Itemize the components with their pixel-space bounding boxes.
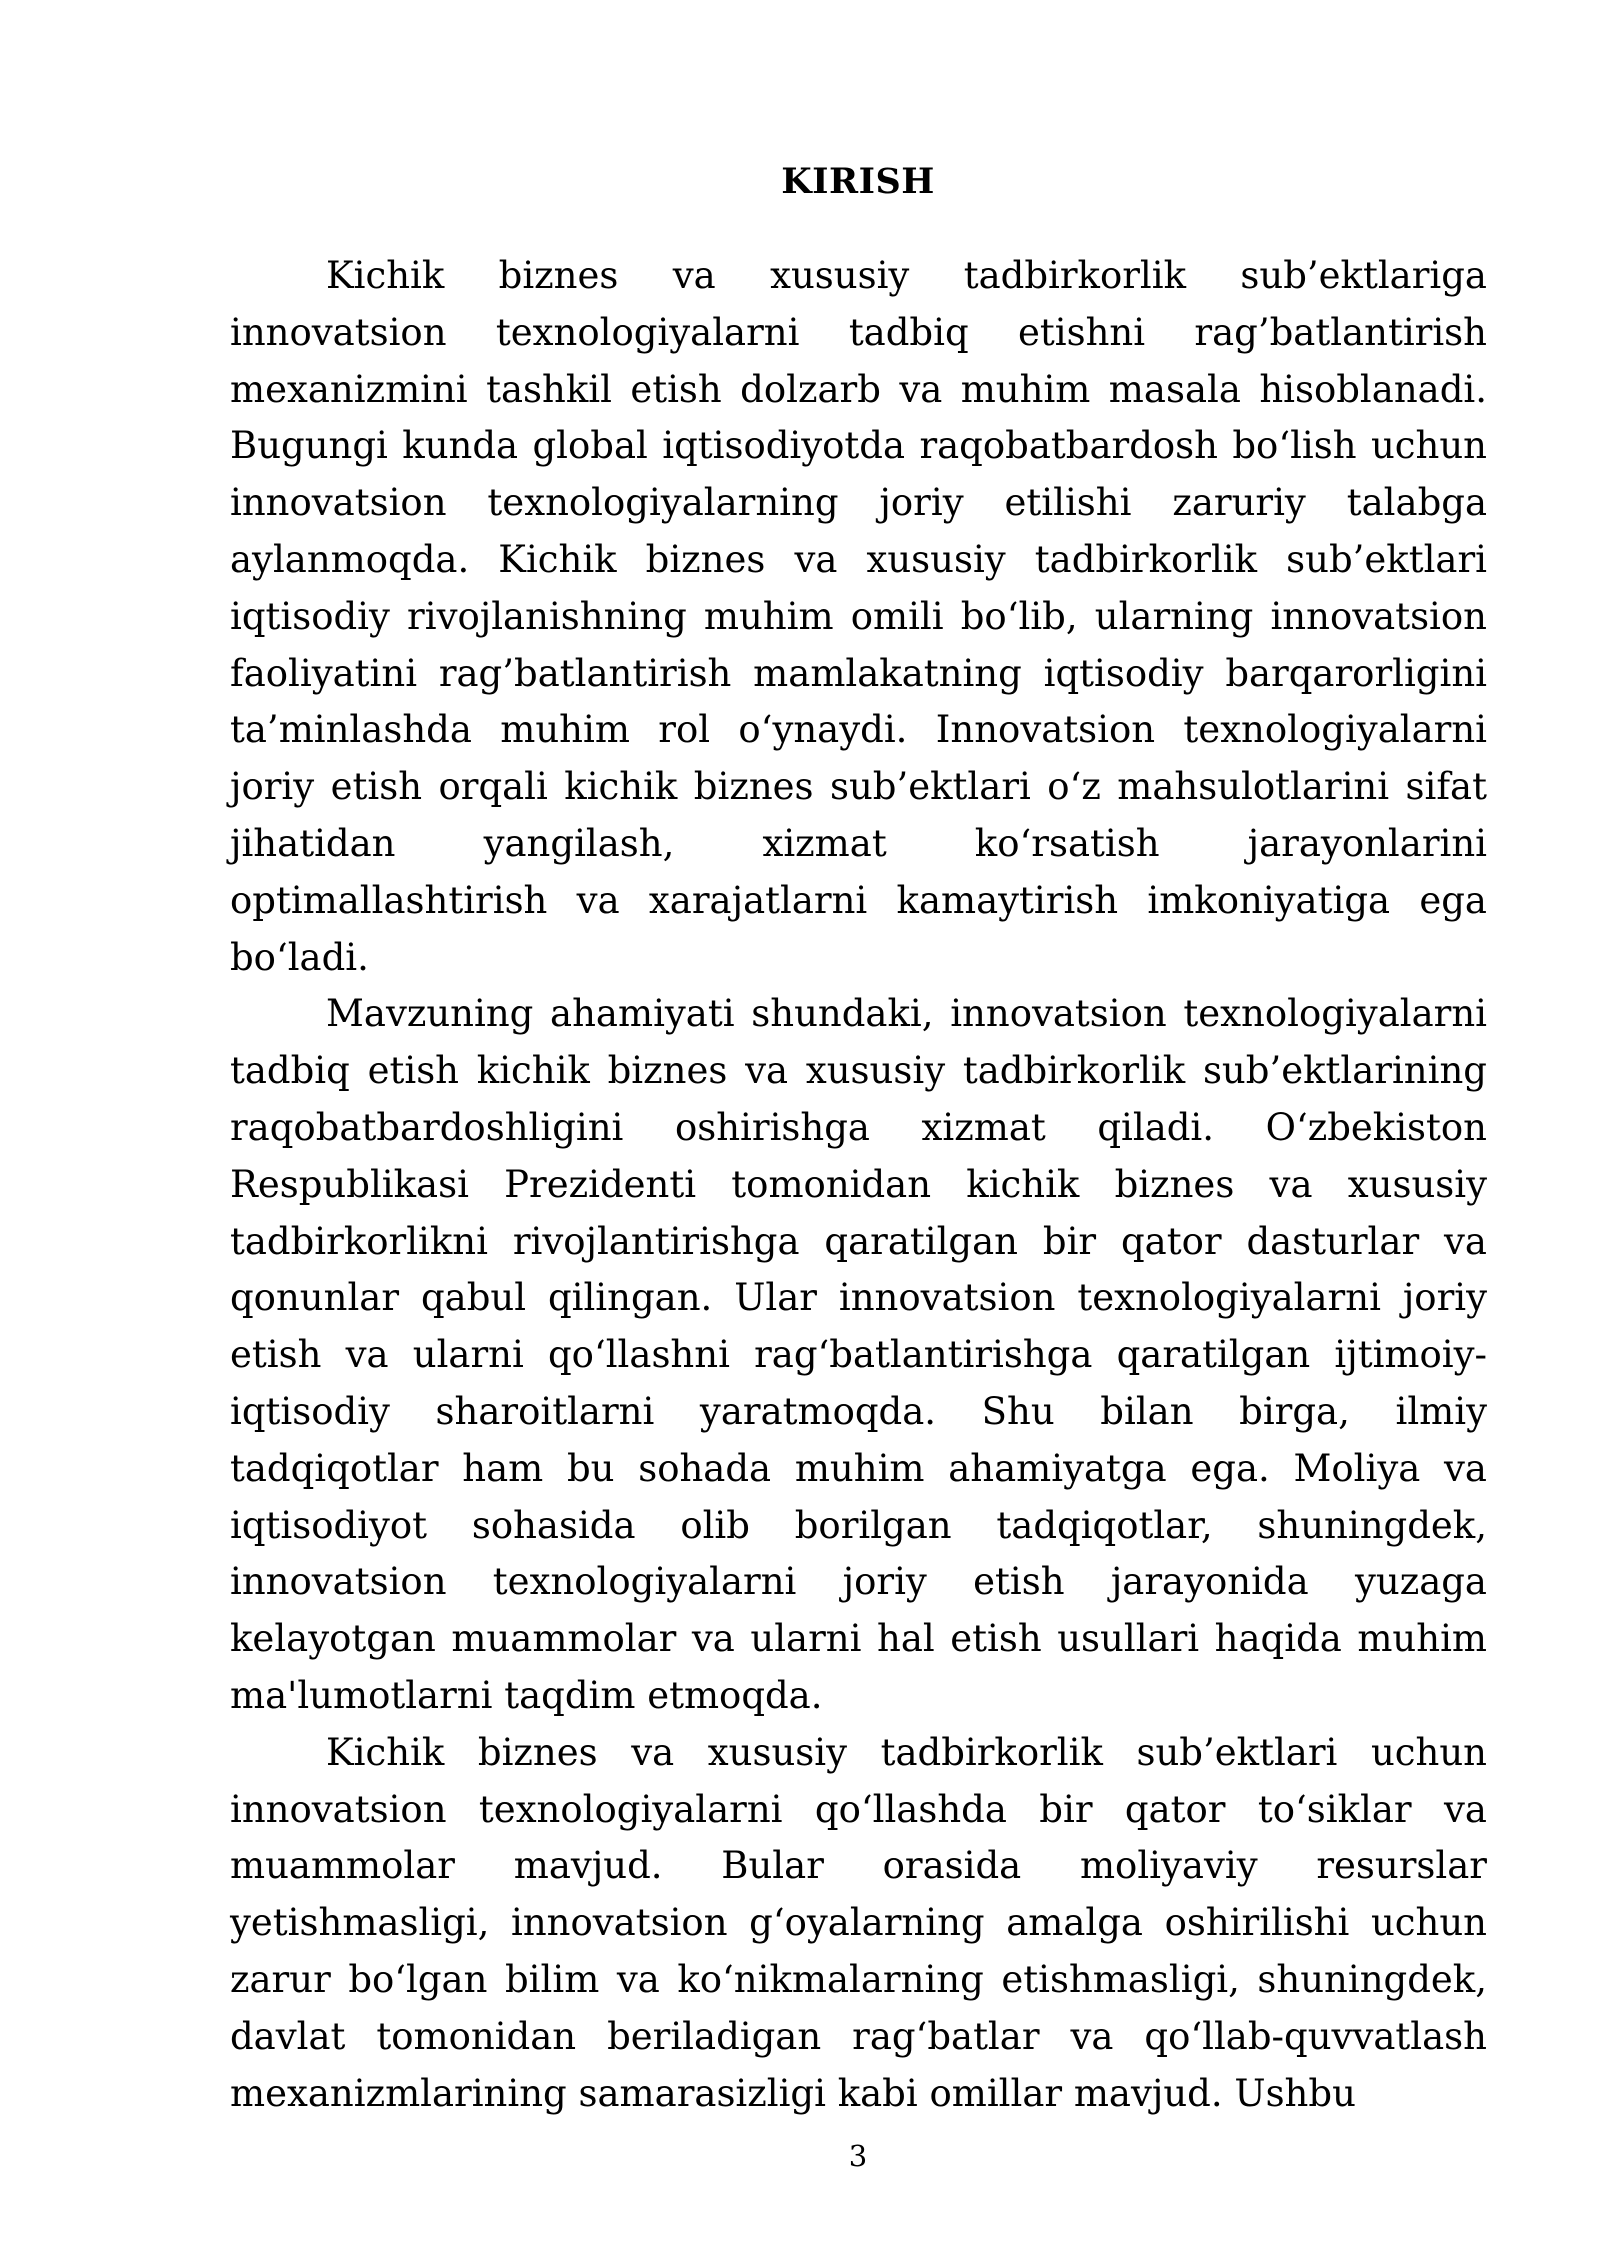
body-text (230, 248, 1487, 2122)
paragraph: Kichik biznes va xususiy tadbirkorlik sub’ektlariga innovatsion texnologiyalarni tadbiq etishni rag’batlantirish mexanizmini tashkil etish dolzarb va muhim masala hisoblanadi. Bugungi kunda global iqtisodiyotda raqobatbardosh bo‘lish uchun innovatsion texnologiyalarning joriy etilishi zaruriy talabga aylanmoqda. Kichik biznes va xususiy tadbirkorlik sub’ektlari iqtisodiy rivojlanishning muhim omili bo‘lib, ularning innovatsion faoliyatini rag’batlantirish mamlakatning iqtisodiy barqarorligini ta’minlashda muhim rol o‘ynaydi. Innovatsion texnologiyalarni joriy etish orqali kichik biznes sub’ektlari o‘z mahsulotlarini sifat jihatidan yangilash, xizmat ko‘rsatish jarayonlarini optimallashtirish va xarajatlarni kamaytirish imkoniyatiga ega bo‘ladi. (230, 254, 1487, 979)
paragraph: Mavzuning ahamiyati shundaki, innovatsion texnologiyalarni tadbiq etish kichik biznes va xususiy tadbirkorlik sub’ektlarining raqobatbardoshligini oshirishga xizmat qiladi. O‘zbekiston Respublikasi Prezidenti tomonidan kichik biznes va xususiy tadbirkorlikni rivojlantirishga qaratilgan bir qator dasturlar va qonunlar qabul qilingan. Ular innovatsion texnologiyalarni joriy etish va ularni qo‘llashni rag‘batlantirishga qaratilgan ijtimoiy-iqtisodiy sharoitlarni yaratmoqda. Shu bilan birga, ilmiy tadqiqotlar ham bu sohada muhim ahamiyatga ega. Moliya va iqtisodiyot sohasida olib borilgan tadqiqotlar, shuningdek, innovatsion texnologiyalarni joriy etish jarayonida yuzaga kelayotgan muammolar va ularni hal etish usullari haqida muhim ma'lumotlarni taqdim etmoqda. (230, 992, 1487, 1717)
page-number: 3 (848, 2139, 868, 2173)
section-heading: KIRISH (781, 161, 935, 202)
paragraph: Kichik biznes va xususiy tadbirkorlik sub’ektlari uchun innovatsion texnologiyalarni qo‘llashda bir qator to‘siklar va muammolar mavjud. Bular orasida moliyaviy resurslar yetishmasligi, innovatsion g‘oyalarning amalga oshirilishi uchun zarur bo‘lgan bilim va ko‘nikmalarning etishmasligi, shuningdek, davlat tomonidan beriladigan rag‘batlar va qo‘llab-quvvatlash mexanizmlarining samarasizligi kabi omillar mavjud. Ushbu (230, 1730, 1487, 2115)
